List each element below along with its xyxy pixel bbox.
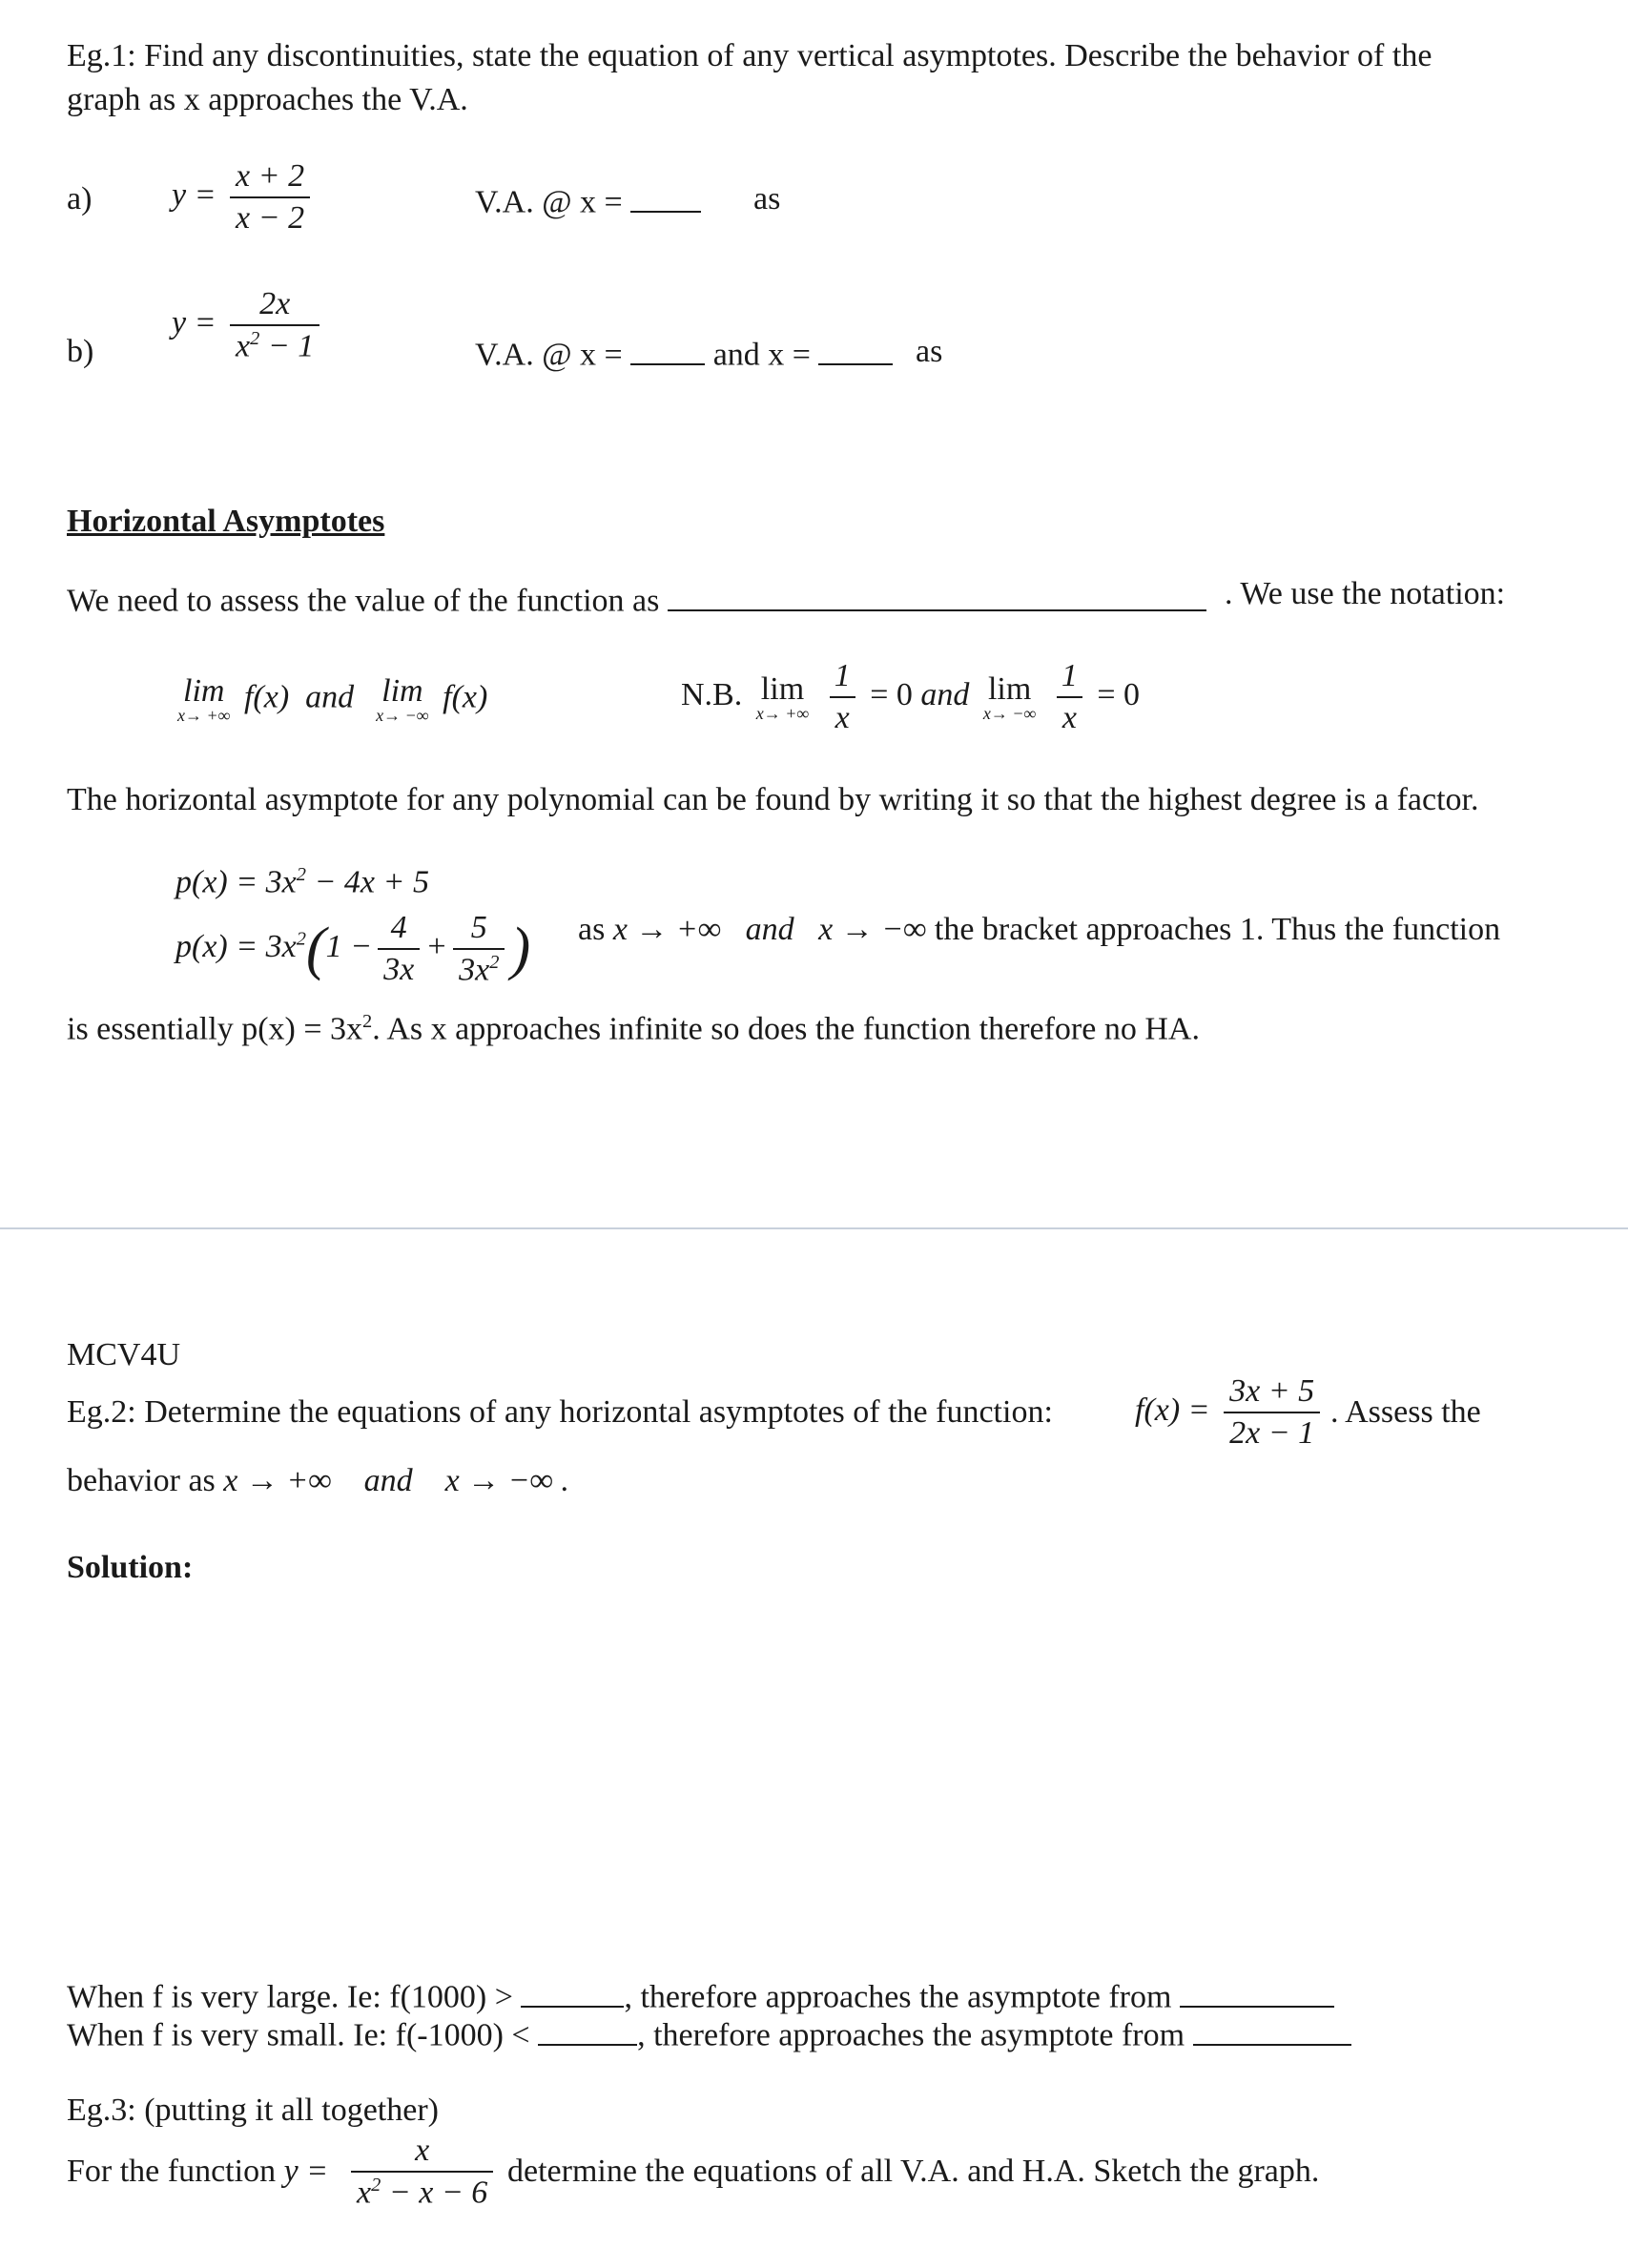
ha-nb-frac2: $\frac{1}{x}$ [1056, 658, 1083, 736]
eg1-b-as: as [916, 334, 943, 369]
eg1-b-label: b) [67, 334, 94, 369]
ha-nb-lim-pos: lim x→ +∞ [755, 670, 810, 723]
page-separator [0, 1227, 1628, 1229]
eg2-course: MCV4U [67, 1337, 181, 1372]
eg1-a-va-blank[interactable] [630, 181, 701, 213]
eg2-fraction: $\frac{3x + 5}{2x - 1}$ [1224, 1373, 1320, 1452]
ha-frac1: $\frac{4}{3x}$ [378, 910, 420, 988]
eg2-small-from-blank[interactable] [1193, 2014, 1351, 2046]
eg1-heading: Eg.1: Find any discontinuities, state the equation of any vertical asymptotes. Describe the behavior of the [67, 38, 1432, 73]
eg1-b-va-label: V.A. @ x = [475, 337, 623, 373]
ha-frac2: $\frac{5}{3x^2}$ [453, 910, 505, 988]
eg1-a-den: x − 2 [230, 196, 310, 237]
eg2-function: f(x) = $\frac{3x + 5}{2x - 1}$ [1135, 1373, 1326, 1452]
eg1-a-lhs: y = [172, 176, 216, 213]
ha-nb-label: N.B. [681, 676, 743, 712]
ha-nb [681, 658, 1140, 736]
eg1-b-fraction [230, 286, 319, 364]
ha-and: and [305, 679, 355, 715]
eg1-b-va-blank2[interactable] [818, 334, 893, 365]
eg2-large-blank[interactable] [521, 1976, 624, 2008]
ha-notation: . We use the notation: [1225, 576, 1506, 611]
eg3-tail: determine the equations of all V.A. and H.A. Sketch the graph. [507, 2154, 1320, 2189]
ha-paren-open: ( [305, 917, 326, 982]
eg3-fraction: $\frac{x}{x^2 - x - 6}$ [345, 2133, 499, 2211]
eg2-large-from-blank[interactable] [1180, 1976, 1334, 2008]
eg1-a-fraction [230, 158, 310, 237]
ha-limits [172, 673, 487, 726]
eg1-b-and: and x = [712, 337, 811, 373]
eg1-b-equation [172, 286, 325, 364]
ha-need [67, 580, 1206, 620]
ha-nb-lim-neg: lim x→ −∞ [982, 670, 1037, 723]
ha-fx2: f(x) [443, 679, 488, 715]
ha-nb-and: and [920, 676, 970, 712]
ha-p-line1: $p(x) = 3x^2 - 4x + 5$ [175, 864, 429, 900]
eg2-small-blank[interactable] [538, 2014, 637, 2046]
eg2-solution: Solution: [67, 1550, 194, 1585]
eg2-heading: Eg.2: Determine the equations of any horizontal asymptotes of the function: [67, 1394, 1053, 1430]
ha-need-text: We need to assess the value of the function as [67, 583, 660, 619]
eg1-a-num: x + 2 [236, 158, 305, 194]
eg2-behavior: behavior as x → +∞ and x → −∞ . [67, 1463, 569, 1498]
ha-title: Horizontal Asymptotes [67, 504, 385, 539]
eg1-a-va-label: V.A. @ x = [475, 184, 623, 220]
eg2-large: When f is very large. Ie: f(1000) > , therefore approaches the asymptote from [67, 1976, 1334, 2016]
eg1-b-lhs: y = [172, 304, 216, 340]
eg1-b-va [475, 334, 893, 374]
eg1-b-va-blank1[interactable] [630, 334, 705, 365]
ha-lim-pos: lim x→ +∞ [177, 673, 231, 725]
ha-nb-eq1: = 0 [870, 676, 913, 712]
ha-as-line: as x → +∞ and x → −∞ the bracket approaches 1. Thus the function [578, 912, 1501, 947]
eg1-heading-cont: graph as x approaches the V.A. [67, 82, 468, 117]
ha-nb-eq2: = 0 [1097, 676, 1141, 712]
ha-need-blank[interactable] [668, 580, 1206, 611]
eg3-line: For the function y = [67, 2154, 329, 2189]
ha-paren-close: ) [510, 917, 531, 982]
eg1-a-equation [172, 158, 316, 237]
ha-fx1: f(x) [243, 679, 290, 715]
eg2-assess: . Assess the [1330, 1394, 1481, 1430]
eg3-heading: Eg.3: (putting it all together) [67, 2093, 439, 2128]
eg1-a-label: a) [67, 181, 93, 216]
ha-p-line2: $p(x) = 3x^2(1$ − $\frac{4}{3x}$ + $\frac{5}{3x^2}$ ) [175, 910, 531, 988]
ha-poly-text: The horizontal asymptote for any polynomial can be found by writing it so that the highest degree is a factor. [67, 782, 1479, 817]
eg1-a-as: as [753, 181, 781, 216]
eg1-b-num: 2x [259, 286, 291, 321]
eg1-b-den: $x^2 - 1$ [230, 324, 319, 364]
ha-lim-neg: lim x→ −∞ [376, 673, 429, 725]
ha-nb-frac1: $\frac{1}{x}$ [829, 658, 856, 736]
ha-conclusion: is essentially $p(x) = 3x^2$. As x approaches infinite so does the function therefore no HA. [67, 1011, 1200, 1047]
eg2-small: When f is very small. Ie: f(-1000) < , therefore approaches the asymptote from [67, 2014, 1351, 2054]
eg1-a-va [475, 181, 701, 221]
